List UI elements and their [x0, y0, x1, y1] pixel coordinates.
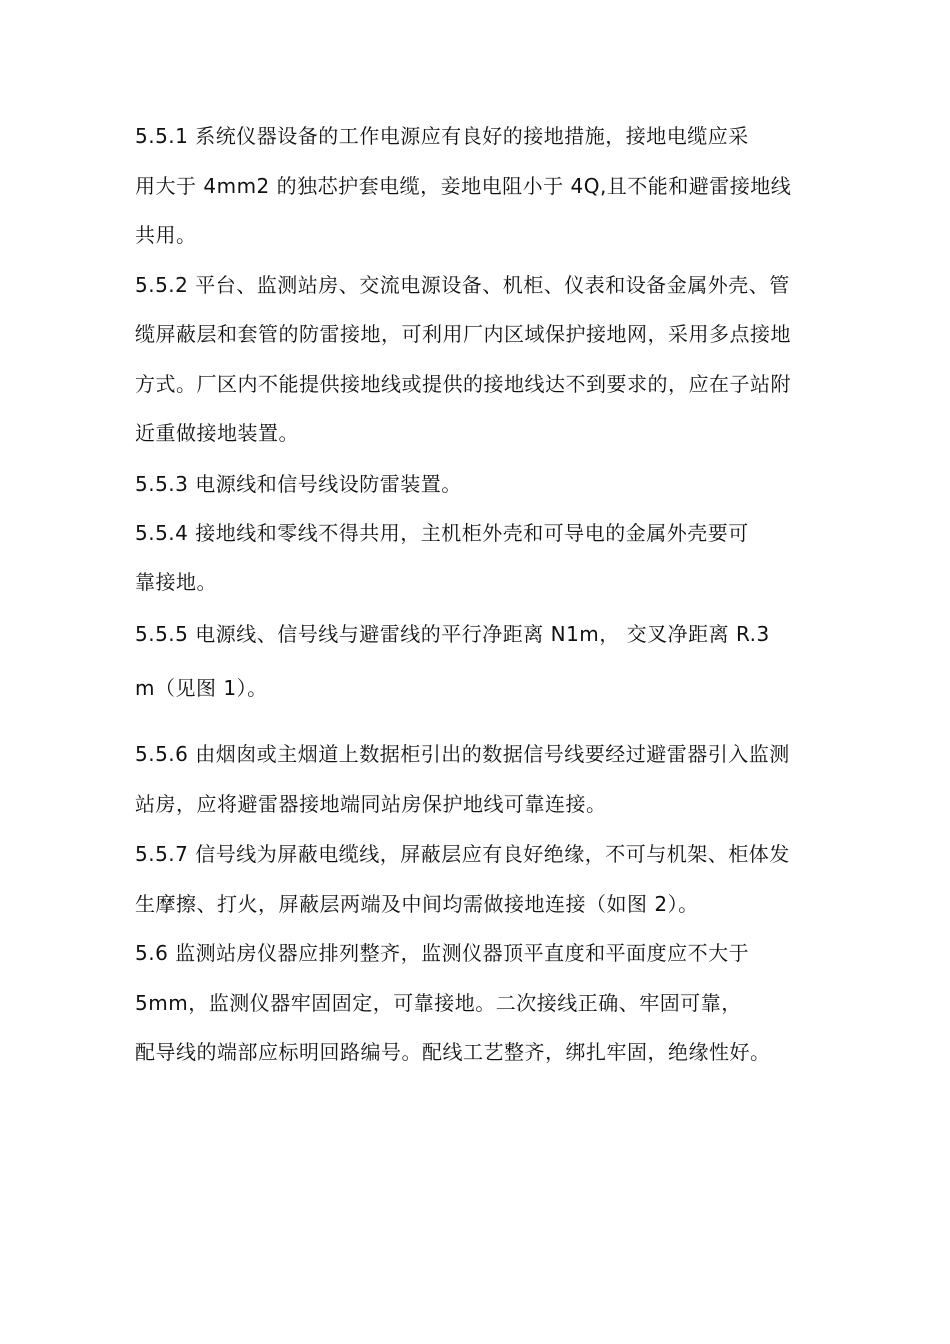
text-line: 5.5.1 系统仪器设备的工作电源应有良好的接地措施，接地电缆应采 [135, 124, 749, 148]
text-line: 站房，应将避雷器接地端同站房保护地线可靠连接。 [135, 792, 607, 816]
text-line: 5.5.7 信号线为屏蔽电缆线，屏蔽层应有良好绝缘，不可与机架、柜体发 [135, 842, 790, 866]
text-line: 共用。 [135, 223, 197, 247]
text-line: 5.5.4 接地线和零线不得共用，主机柜外壳和可导电的金属外壳要可 [135, 521, 749, 545]
text-line: 5.5.5 电源线、信号线与避雷线的平行净距离 N1m， 交叉净距离 R.3 [135, 622, 770, 646]
text-line: 近重做接地装置。 [135, 421, 299, 445]
text-line: 生摩擦、打火，屏蔽层两端及中间均需做接地连接（如图 2）。 [135, 892, 699, 916]
text-line: 方式。厂区内不能提供接地线或提供的接地线达不到要求的，应在子站附 [135, 372, 791, 396]
text-line: 5.6 监测站房仪器应排列整齐，监测仪器顶平直度和平面度应不大于 [135, 941, 750, 965]
text-line: 配导线的端部应标明回路编号。配线工艺整齐，绑扎牢固，绝缘性好。 [135, 1040, 771, 1064]
text-line: 5.5.2 平台、监测站房、交流电源设备、机柜、仪表和设备金属外壳、管 [135, 273, 790, 297]
text-line: 5.5.6 由烟囱或主烟道上数据柜引出的数据信号线要经过避雷器引入监测 [135, 742, 790, 766]
text-line: 5.5.3 电源线和信号线设防雷装置。 [135, 472, 462, 496]
text-line: 靠接地。 [135, 570, 217, 594]
text-line: m（见图 1）。 [135, 676, 268, 700]
text-line: 用大于 4mm2 的独芯护套电缆，妾地电阻小于 4Q,且不能和避雷接地线 [135, 174, 792, 198]
text-line: 缆屏蔽层和套管的防雷接地，可利用厂内区域保护接地网，采用多点接地 [135, 322, 791, 346]
text-line: 5mm，监测仪器牢固固定，可靠接地。二次接线正确、牢固可靠， [135, 991, 742, 1015]
